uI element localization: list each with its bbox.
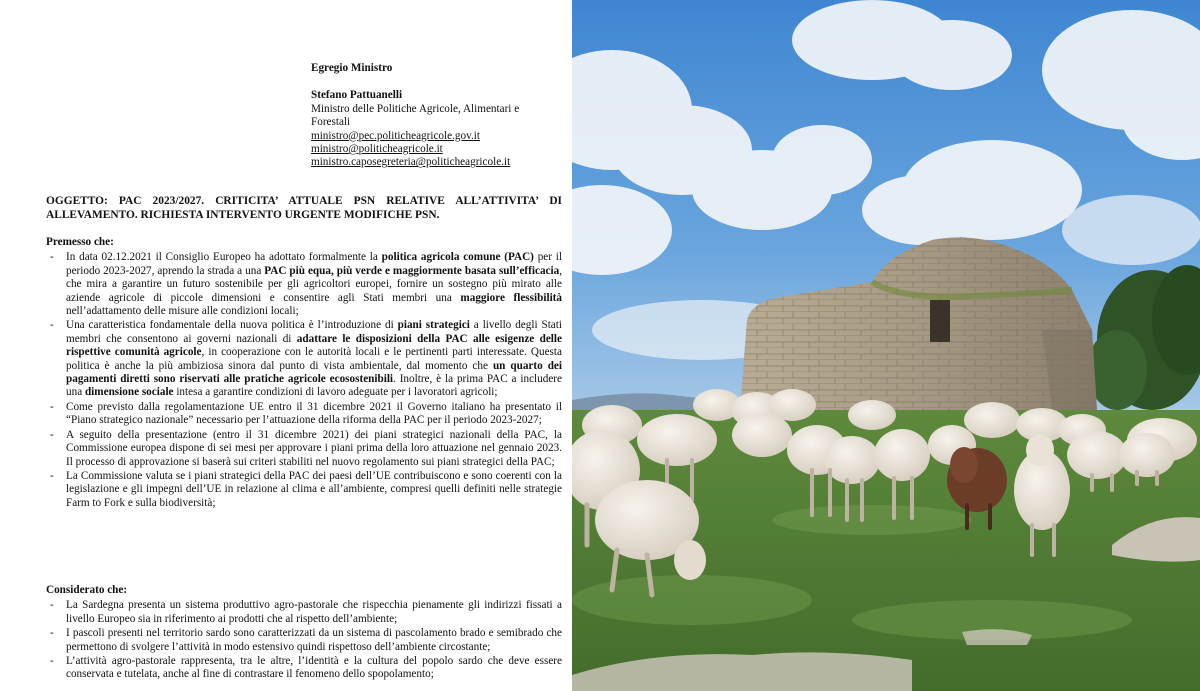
- considerato-item: [46, 627, 562, 654]
- bold-phrase: politica agricola comune (PAC): [381, 251, 534, 264]
- text-run: Una caratteristica fondamentale della nuova politica è l’introduzione di: [66, 319, 398, 332]
- premesso-item: [46, 401, 562, 428]
- considerato-section: [46, 584, 562, 683]
- recipient-block: [311, 62, 561, 170]
- bold-phrase: un quarto dei pagamenti diretti sono riservati alle pratiche agricole ecosostenibili: [66, 359, 562, 386]
- bold-phrase: piani strategici: [397, 319, 470, 332]
- letter-document: [0, 0, 572, 691]
- bold-phrase: dimensione sociale: [84, 386, 174, 399]
- bold-phrase: maggiore flessibilità: [460, 291, 562, 304]
- subject-line: OGGETTO: PAC 2023/2027. CRITICITA’ ATTUALE PSN RELATIVE ALL’ATTIVITA’ DI ALLEVAMENTO. RICHIESTA INTERVENTO URGENTE MODIFICHE PSN.: [46, 195, 562, 221]
- premesso-item: [46, 251, 562, 318]
- text-run: Come previsto dalla regolamentazione UE entro il 31 dicembre 2021 il Governo italiano ha presentato il “Piano strategico nazionale” necessario per l’attuazione della riforma della PAC per il periodo 2023-2027;: [66, 400, 562, 427]
- recipient-role: Ministro delle Politiche Agricole, Alimentari e Forestali: [311, 102, 520, 129]
- text-run: intesa a garantire condizioni di lavoro adeguate per i lavoratori agricoli;: [173, 386, 498, 399]
- text-run: per il periodo 2023-2027, aprendo la strada a una: [66, 251, 562, 277]
- text-run: nell’adattamento delle misure alle condizioni locali;: [66, 305, 299, 318]
- considerato-item: [46, 599, 562, 626]
- greeting: Egregio Ministro: [311, 62, 393, 74]
- sheep-nuraghe-photo: [572, 0, 1200, 691]
- text-run: L’attività agro-pastorale rappresenta, tra le altre, l’identità e la cultura del popolo sardo che deve essere conservata e tutelata, anche al fine di contrastare il fenomeno dello spopolamento;: [66, 655, 562, 681]
- email-link-secretariat[interactable]: ministro.caposegreteria@politicheagricole.it: [311, 156, 511, 169]
- text-run: , in cooperazione con le autorità locali e le pertinenti parti interessate. Questa politica è anche la più ambiziosa sinora dal punto di vista ambientale, dal momento che: [66, 346, 562, 372]
- considerato-title: Considerato che:: [46, 584, 128, 596]
- premesso-title: Premesso che:: [46, 236, 114, 248]
- premesso-section: [46, 236, 562, 511]
- text-run: a livello degli Stati membri che consentono ai governi nazionali di: [66, 319, 562, 345]
- bold-phrase: adattare le disposizioni della PAC alle esigenze delle rispettive comunità agricole: [66, 332, 562, 359]
- text-run: I pascoli presenti nel territorio sardo sono caratterizzati da un sistema di pascolamento brado e semibrado che permettono di svolgere l’attività in modo estensivo quindi rispettoso dell’ambiente circostante;: [66, 627, 562, 653]
- premesso-item: [46, 429, 562, 469]
- considerato-item: [46, 655, 562, 682]
- email-link-pec[interactable]: ministro@pec.politicheagricole.gov.it: [311, 129, 480, 142]
- premesso-item: [46, 470, 562, 510]
- text-run: In data 02.12.2021 il Consiglio Europeo ha adottato formalmente la: [66, 251, 382, 264]
- bold-phrase: PAC più equa, più verde e maggiormente basata sull’efficacia: [264, 264, 560, 277]
- recipient-name: Stefano Pattuanelli: [311, 89, 403, 102]
- text-run: A seguito della presentazione (entro il 31 dicembre 2021) dei piani strategici nazionali della PAC, la Commissione europea dispone di sei mesi per approvare i piani prima della loro attuazione nel gennaio 2023. Il processo di approvazione si baserà sui criteri stabiliti nel nuovo regolamento sui piani strategici della PAC;: [66, 428, 562, 468]
- text-run: , che mira a garantire un futuro sostenibile per gli agricoltori europei, fornire un sostegno più mirato alle aziende agricole di piccole dimensioni e consentire agli Stati membri una: [66, 264, 563, 304]
- text-run: La Sardegna presenta un sistema produttivo agro-pastorale che rispecchia pienamente gli indirizzi fissati a livello Europeo sia in riferimento ai prodotti che al rispetto dell’ambiente;: [66, 599, 562, 625]
- text-run: . Inoltre, è la prima PAC a includere una: [66, 373, 562, 399]
- considerato-list: [46, 599, 562, 681]
- text-run: La Commissione valuta se i piani strategici della PAC dei paesi dell’UE contribuiscono e sono coerenti con la legislazione e gli impegni dell’UE in relazione al clima e all’ambiente, compresi quelli definiti nelle strategie Farm to Fork e sulla biodiversità;: [66, 469, 562, 509]
- premesso-list: [46, 251, 562, 510]
- premesso-item: [46, 319, 562, 399]
- email-link-minister[interactable]: ministro@politicheagricole.it: [311, 143, 443, 156]
